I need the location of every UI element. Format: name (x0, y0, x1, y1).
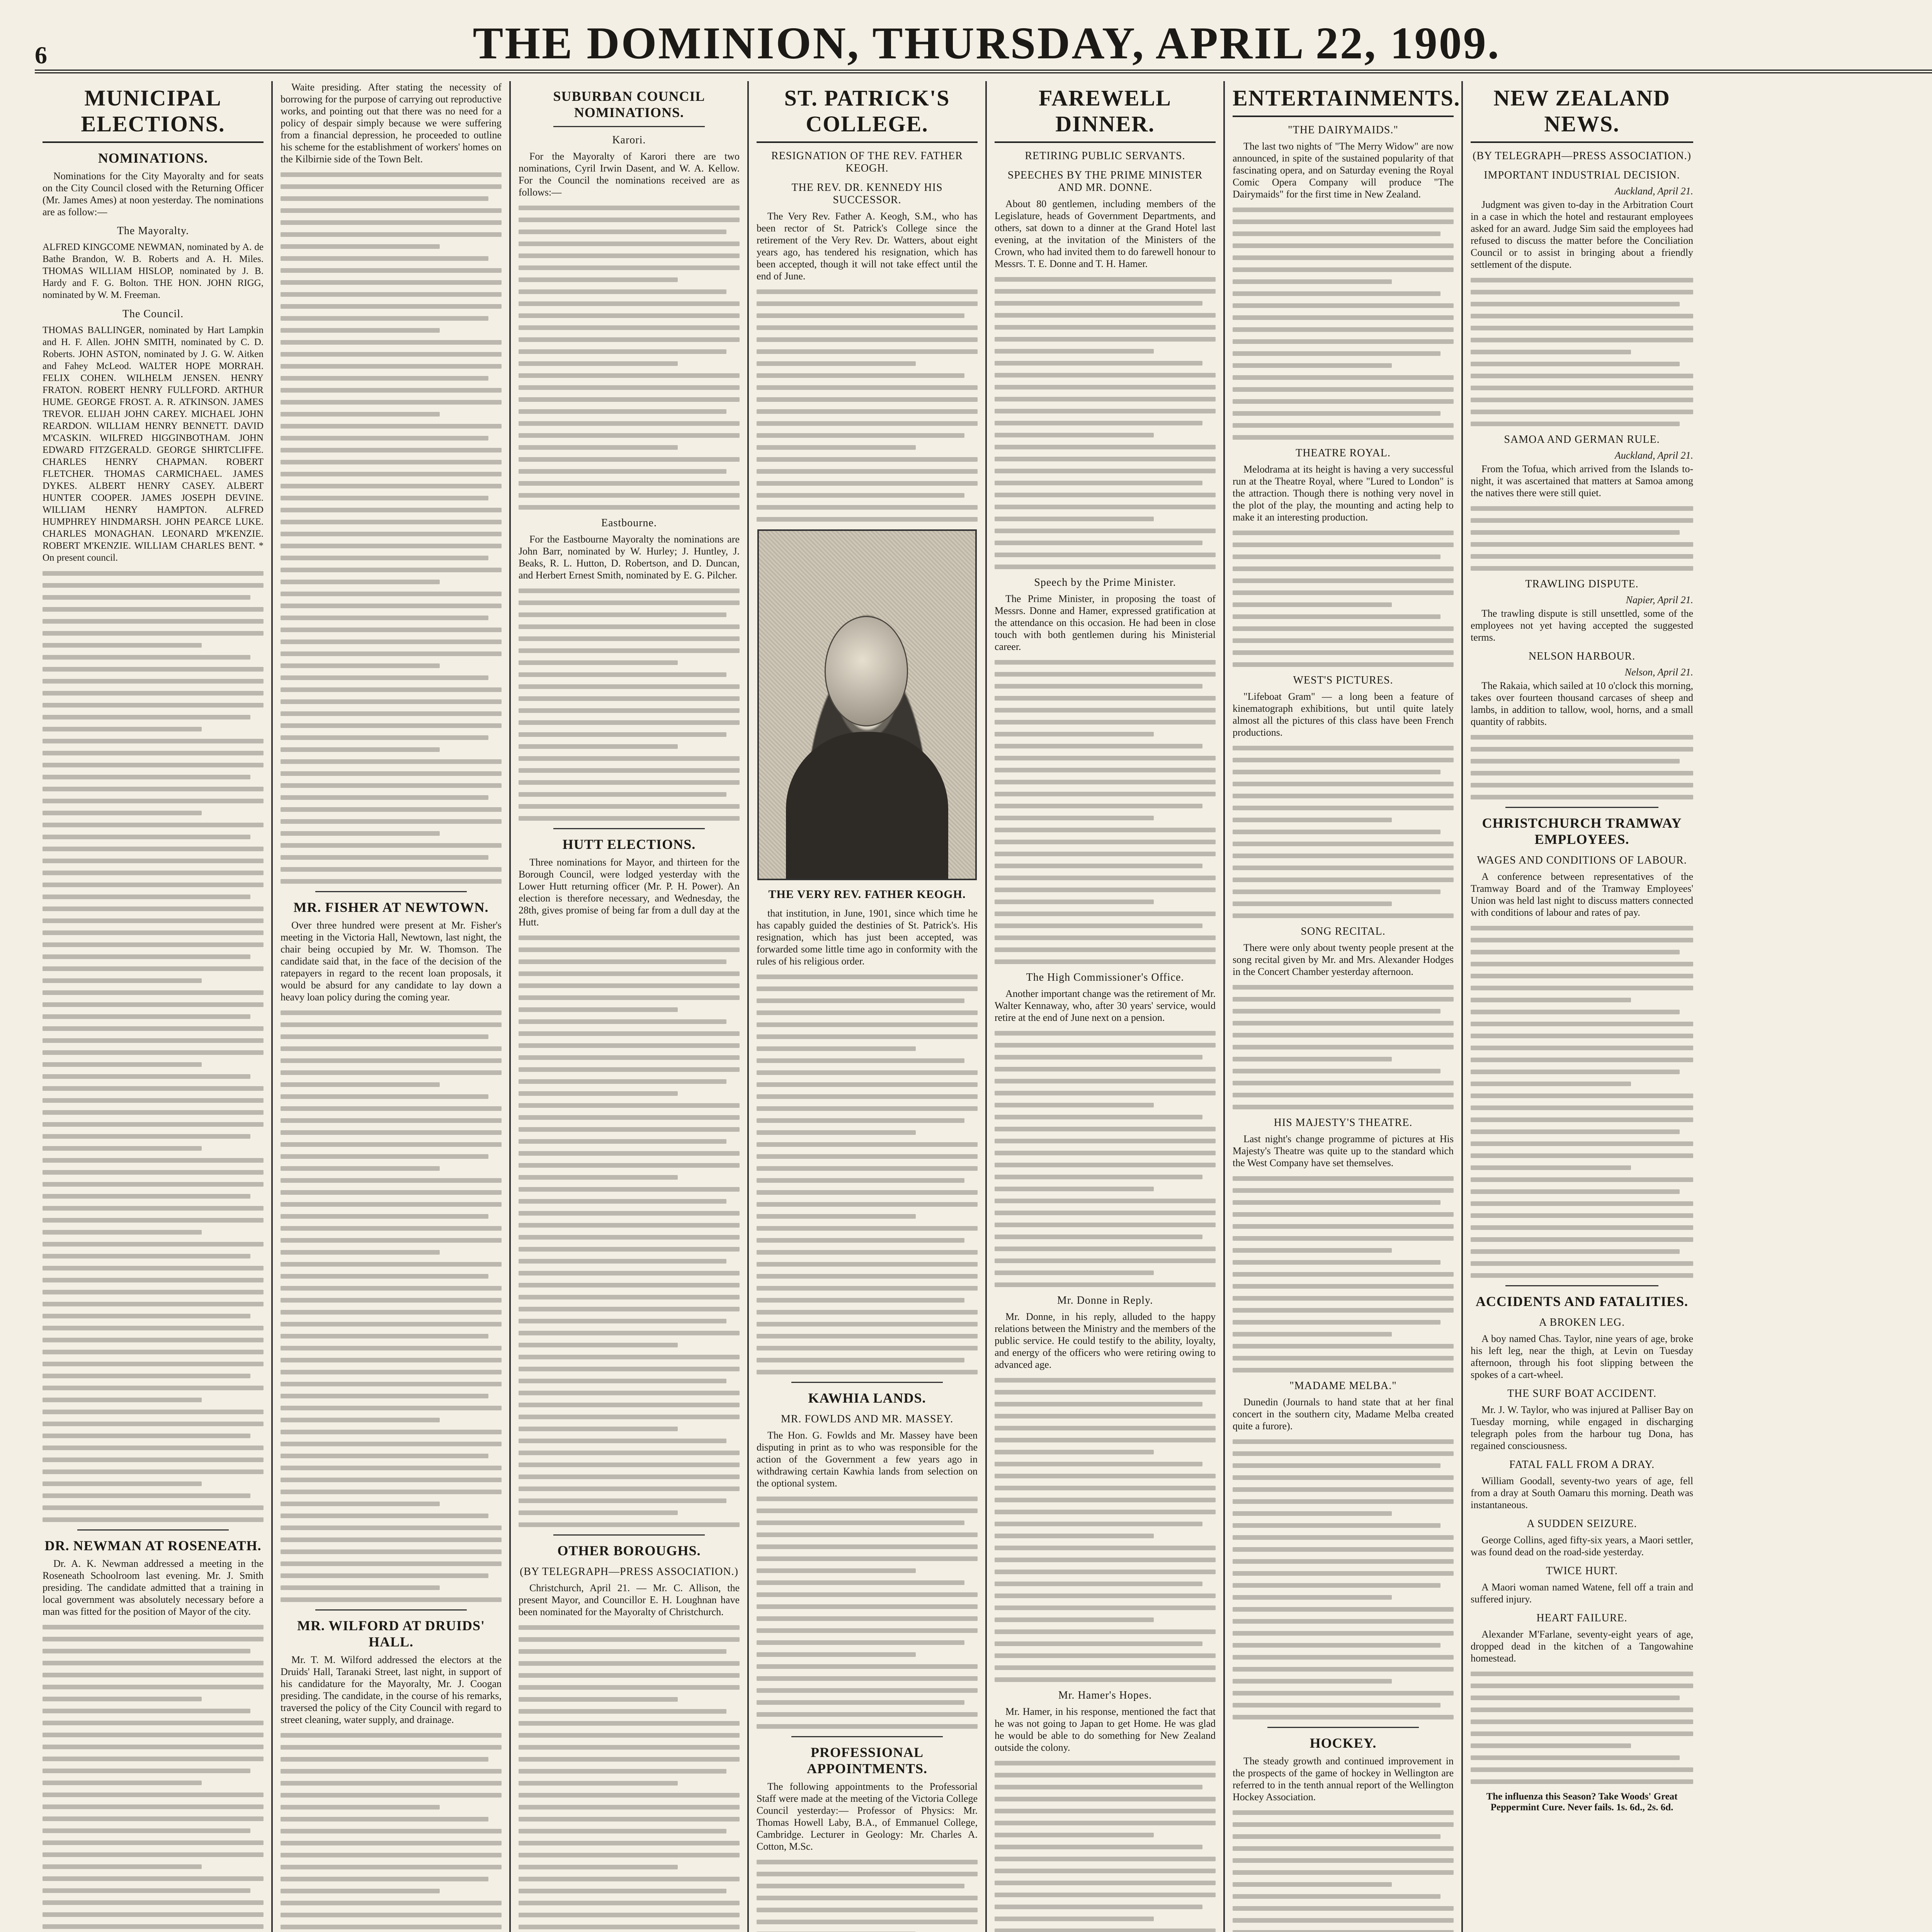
article-text: Another important change was the retirement of Mr. Walter Kennaway, who, after 30 years' service, would retire at the end of June next on a pension. (995, 988, 1216, 1023)
masthead (35, 15, 1932, 73)
sub-heading: Speech by the Prime Minister. (1034, 577, 1176, 588)
sub-heading: Mr. Donne in Reply. (1057, 1294, 1153, 1306)
text-block (519, 206, 740, 510)
dateline: Nelson, April 21. (1624, 667, 1693, 678)
sub-heading: NELSON HARBOUR. (1528, 650, 1636, 662)
divider (77, 1529, 229, 1531)
sub-heading: OTHER BOROUGHS. (557, 1543, 701, 1558)
article-text: that institution, in June, 1901, since which time he has capably guided the destinies of St. Patrick's. His resignation, which has just been accepted, was forwarded some little time ago in conformity with the rules of his religious order. (757, 908, 978, 967)
sub-heading: Mr. Hamer's Hopes. (1058, 1689, 1152, 1701)
portrait-photo (757, 529, 977, 880)
section-heading: MUNICIPAL ELECTIONS. (43, 85, 264, 143)
text-block (519, 588, 740, 821)
article-text: Mr. T. M. Wilford addressed the electors at the Druids' Hall, Taranaki Street, last night, in support of his candidature for the Mayoralty, Mr. J. Coogan presiding. The candidate, in the course of his remarks, traversed the policy of the City Council with regard to street cleaning, water supply, and drainage. (281, 1654, 502, 1725)
sub-heading: (BY TELEGRAPH—PRESS ASSOCIATION.) (1473, 150, 1691, 162)
sub-heading: THEATRE ROYAL. (1296, 447, 1391, 459)
text-block (519, 935, 740, 1527)
sub-heading: HEART FAILURE. (1536, 1612, 1628, 1624)
text-block (757, 289, 978, 522)
article-text: For the Mayoralty of Karori there are two nominations, Cyril Irwin Dasent, and W. A. Kellow. For the Council the nominations received are as follows:— (519, 151, 740, 198)
sub-heading: The High Commissioner's Office. (1026, 971, 1184, 983)
column-meetings (273, 81, 511, 1932)
sub-heading: SAMOA AND GERMAN RULE. (1504, 434, 1660, 446)
article-text: Melodrama at its height is having a very successful run at the Theatre Royal, where "Lured to London" is the attraction. Though there is nothing very novel in the plot of the play, the mounting and acting help to make it an interesting production. (1233, 464, 1454, 523)
column-nz-news (1463, 81, 1701, 1932)
text-block (995, 277, 1216, 569)
advertisement-note: The influenza this Season? Take Woods' Great Peppermint Cure. Never fails. 1s. 6d., 2s. 6d. (1486, 1791, 1678, 1813)
sub-heading: The Mayoralty. (117, 225, 189, 237)
text-block (43, 571, 264, 1522)
article-text: There were only about twenty people present at the song recital given by Mr. and Mrs. Alexander Hodges in the Concert Chamber yesterday afternoon. (1233, 942, 1454, 977)
sub-heading: WEST'S PICTURES. (1293, 674, 1393, 686)
divider (1505, 1285, 1658, 1286)
photo-caption: THE VERY REV. FATHER KEOGH. (768, 888, 966, 901)
article-text: THOMAS BALLINGER, nominated by Hart Lampkin and H. F. Allen. JOHN SMITH, nominated by C. D. Roberts. JOHN ASTON, nominated by J. G. W. Aitken and Fahey McLeod. WALTER HOPE MORRAH. FELIX COHEN. WILHELM JENSEN. HENRY FRATON. ROBERT HENRY FULLFORD. ARTHUR HUME. GEORGE FROST. A. R. ATKINSON. JAMES TREVOR. ELIJAH JOHN CAREY. MICHAEL JOHN REARDON. WILLIAM HENRY BENNETT. DAVID M'CASKIN. WILFRED HIGGINBOTHAM. JOHN EDWARD FITZGERALD. GEORGE SHIRTCLIFFE. CHARLES HENRY CHAPMAN. ROBERT FLETCHER. THOMAS CARMICHAEL. JAMES DYKES. ALBERT HENRY CASEY. ALBERT HUNTER COOPER. JAMES JOSEPH DEVINE. WILLIAM HENRY HAMPTON. ALFRED HUMPHREY HINDMARSH. JOHN PEARCE LUKE. CHARLES MONAGHAN. LEONARD M'KENZIE. ROBERT M'KENZIE. WILLIAM CHARLES BENT. * On present council. (43, 325, 264, 563)
article-text: Mr. Donne, in his reply, alluded to the happy relations between the Ministry and the members of the public service. He could testify to the ability, loyalty, and energy of the officers who were retiring owing to advanced age. (995, 1311, 1216, 1370)
divider (1505, 807, 1658, 808)
article-text: The Hon. G. Fowlds and Mr. Massey have been disputing in print as to who was responsible for the action of the Government a few years ago in withdrawing certain Kawhia lands from selection on the optional system. (757, 1430, 978, 1489)
sub-heading: SPEECHES BY THE PRIME MINISTER AND MR. DONNE. (1007, 169, 1203, 194)
sub-heading: SUBURBAN COUNCIL NOMINATIONS. (553, 88, 705, 120)
sub-heading: HIS MAJESTY'S THEATRE. (1274, 1117, 1413, 1129)
text-block (1233, 1176, 1454, 1372)
sub-heading: Eastbourne. (601, 517, 657, 529)
sub-heading: RETIRING PUBLIC SERVANTS. (1025, 150, 1185, 162)
newspaper-title: THE DOMINION, THURSDAY, APRIL 22, 1909. (473, 18, 1501, 68)
text-block (281, 172, 502, 884)
text-block (1233, 1439, 1454, 1719)
page-number: 6 (35, 41, 47, 69)
dateline: Auckland, April 21. (1614, 450, 1693, 461)
sub-heading: KAWHIA LANDS. (808, 1390, 926, 1406)
divider (553, 828, 705, 829)
sub-heading: Karori. (612, 134, 646, 146)
section-heading: FAREWELL DINNER. (995, 85, 1216, 143)
article-text: The Very Rev. Father A. Keogh, S.M., who has been rector of St. Patrick's College since the retirement of the Very Rev. Dr. Watters, about eight years ago, has tendered his resignation, which has been accepted, though it will not take effect until the end of June. (757, 211, 978, 282)
article-text: "Lifeboat Gram" — a long been a feature of kinematograph exhibitions, but until quite lately almost all the pictures of this class have been French productions. (1233, 691, 1454, 738)
article-text: Christchurch, April 21. — Mr. C. Allison, the present Mayor, and Councillor E. H. Loughnan have been nominated for the Mayoralty of Christchurch. (519, 1582, 740, 1617)
sub-heading: CHRISTCHURCH TRAMWAY EMPLOYEES. (1482, 815, 1682, 847)
article-text: Nominations for the City Mayoralty and for seats on the City Council closed with the Returning Officer (Mr. James Ames) at noon yesterday. The nominations are as follow:— (43, 170, 264, 218)
divider (553, 1534, 705, 1536)
article-text: Waite presiding. After stating the necessity of borrowing for the purpose of carrying out reproductive works, and pointing out that there was no need for a policy of despair simply because we were suffering from a financial depression, he proceeded to outline his scheme for the establishment of workers' homes on the Kilbirnie side of the Town Belt. (281, 82, 502, 165)
column-entertainments (1225, 81, 1463, 1932)
article-text: The last two nights of "The Merry Widow" are now announced, in spite of the sustained popularity of that fascinating opera, and on Saturday evening the Royal Comic Opera Company will produce "The Dairymaids" for the first time in New Zealand. (1233, 141, 1454, 200)
text-block (1233, 531, 1454, 667)
article-text: About 80 gentlemen, including members of the Legislature, heads of Government Departments, and others, sat down to a dinner at the Grand Hotel last evening, at the invitation of the Ministers of the Crown, who had invited them to do farewell honour to Messrs. T. E. Donne and T. H. Hamer. (995, 198, 1216, 269)
sub-heading: WAGES AND CONDITIONS OF LABOUR. (1477, 854, 1687, 866)
sub-heading: SONG RECITAL. (1301, 925, 1386, 937)
text-block (995, 1378, 1216, 1682)
sub-heading: PROFESSIONAL APPOINTMENTS. (806, 1745, 928, 1776)
article-text: Last night's change programme of pictures at His Majesty's Theatre was quite up to the standard which the West Company have set themselves. (1233, 1133, 1454, 1168)
article-text: ALFRED KINGCOME NEWMAN, nominated by A. de Bathe Brandon, W. B. Roberts and A. H. Miles. THOMAS WILLIAM HISLOP, nominated by J. B. Hardy and F. G. Bolton. THE HON. JOHN RIGG, nominated by W. M. Freeman. (43, 242, 264, 300)
sub-heading: TRAWLING DISPUTE. (1525, 578, 1639, 590)
article-text: The Rakaia, which sailed at 10 o'clock this morning, takes over fourteen thousand carcases of sheep and lambs, in addition to tallow, wool, horns, and a small quantity of rabbits. (1471, 680, 1693, 727)
divider (553, 126, 705, 127)
section-heading: ENTERTAINMENTS. (1233, 85, 1454, 117)
text-block (995, 660, 1216, 964)
text-block (43, 1625, 264, 1932)
sub-heading: RESIGNATION OF THE REV. FATHER KEOGH. (771, 150, 963, 174)
dateline: Napier, April 21. (1626, 594, 1693, 605)
column-suburban-nominations (511, 81, 749, 1932)
text-block (1471, 278, 1693, 426)
text-block (757, 975, 978, 1374)
text-block (757, 1860, 978, 1932)
column-st-patricks (749, 81, 987, 1932)
article-text: From the Tofua, which arrived from the Islands to-night, it was ascertained that matters at Samoa among the natives there were still quiet. (1471, 463, 1693, 498)
text-block (995, 1031, 1216, 1287)
sub-heading: The Council. (122, 308, 184, 320)
text-block (995, 1761, 1216, 1932)
text-block (519, 1625, 740, 1932)
divider (1267, 1727, 1419, 1728)
text-block (1233, 746, 1454, 918)
article-text: Dunedin (Journals to hand state that at her final concert in the southern city, Madame Melba created quite a furore). (1233, 1396, 1454, 1432)
article-text: A boy named Chas. Taylor, nine years of age, broke his left leg, near the thigh, at Levin on Tuesday afternoon, through his foot slipping between the spokes of a cart-wheel. (1471, 1333, 1693, 1380)
article-text: A conference between representatives of the Tramway Board and of the Tramway Employees' Union was held last night to discuss matters connected with conditions of labour and rates of pay. (1471, 871, 1693, 918)
text-block (1233, 1810, 1454, 1932)
article-text: The trawling dispute is still unsettled, some of the employees not yet having accepted the suggested terms. (1471, 608, 1693, 643)
article-text: George Collins, aged fifty-six years, a Maori settler, was found dead on the road-side yesterday. (1471, 1534, 1693, 1558)
article-text: The Prime Minister, in proposing the toast of Messrs. Donne and Hamer, expressed gratification at the attendance on this occasion. He had been in close touch with both gentlemen during his Ministerial career. (995, 593, 1216, 652)
sub-heading: THE REV. DR. KENNEDY HIS SUCCESSOR. (791, 182, 943, 206)
text-block (1471, 1672, 1693, 1784)
article-text: Alexander M'Farlane, seventy-eight years of age, dropped dead in the kitchen of a Tangowahine homestead. (1471, 1629, 1693, 1664)
text-block (1471, 506, 1693, 571)
sub-heading: IMPORTANT INDUSTRIAL DECISION. (1484, 169, 1680, 181)
portrait-body (786, 732, 948, 879)
portrait-face (825, 616, 908, 726)
sub-heading: "MADAME MELBA." (1289, 1380, 1397, 1392)
sub-heading: HOCKEY. (1310, 1735, 1377, 1751)
section-heading: NEW ZEALAND NEWS. (1471, 85, 1693, 143)
article-text: Mr. J. W. Taylor, who was injured at Palliser Bay on Tuesday morning, while engaged in discharging telegraph poles from the harbour tug Dona, has regained consciousness. (1471, 1404, 1693, 1451)
text-block (1233, 207, 1454, 440)
article-text: Dr. A. K. Newman addressed a meeting in the Roseneath Schoolroom last evening. Mr. J. Smith presiding. The candidate admitted that a training in local government was absolutely necessary before a man was fitted for the position of Mayor of the city. (43, 1558, 264, 1617)
divider (315, 1609, 467, 1611)
article-text: The steady growth and continued improvement in the prospects of the game of hockey in Wellington are referred to in the tenth annual report of the Wellington Hockey Association. (1233, 1755, 1454, 1803)
sub-heading: NOMINATIONS. (98, 150, 208, 166)
article-text: The following appointments to the Professorial Staff were made at the meeting of the Victoria College Council yesterday:— Professor of Physics: Mr. Thomas Howell Laby, B.A., of Emmanuel College, Cambridge. Lecturer in Geology: Mr. Charles A. Cotton, M.Sc. (757, 1781, 978, 1852)
article-text: Mr. Hamer, in his response, mentioned the fact that he was not going to Japan to get Home. He was glad he would be able to do something for New Zealand outside the colony. (995, 1706, 1216, 1753)
columns (35, 81, 1932, 1932)
sub-heading: THE SURF BOAT ACCIDENT. (1507, 1388, 1656, 1400)
dateline: Auckland, April 21. (1614, 185, 1693, 197)
column-farewell-dinner (987, 81, 1225, 1932)
sub-heading: FATAL FALL FROM A DRAY. (1509, 1459, 1655, 1471)
text-block (757, 1497, 978, 1729)
text-block (1471, 735, 1693, 799)
article-text: For the Eastbourne Mayoralty the nominations are John Barr, nominated by W. Hurley; J. Huntley, J. Beaks, R. L. Hutton, D. Robertson, and D. Duncan, and Herbert Ernest Smith, nominated by E. G. Pilcher. (519, 534, 740, 581)
sub-heading: MR. FISHER AT NEWTOWN. (293, 900, 489, 915)
article-text: Three nominations for Mayor, and thirteen for the Borough Council, were lodged yesterday with the Lower Hutt returning officer (Mr. P. H. Power). An election is therefore necessary, and Wednesday, the 28th, gives promise of being far from a dull day at the Hutt. (519, 857, 740, 928)
text-block (1471, 926, 1693, 1278)
sub-heading: MR. WILFORD AT DRUIDS' HALL. (297, 1618, 485, 1650)
article-text: Judgment was given to-day in the Arbitration Court in a case in which the hotel and restaurant employees asked for an award. Judge Sim said the employees had refused to discuss the matter before the Conciliation Council or to assist in bringing about a friendly settlement of the dispute. (1471, 199, 1693, 270)
divider (315, 891, 467, 892)
divider (791, 1382, 943, 1383)
sub-heading: A BROKEN LEG. (1539, 1316, 1625, 1328)
text-block (1233, 985, 1454, 1109)
sub-heading: ACCIDENTS AND FATALITIES. (1475, 1294, 1689, 1309)
article-text: A Maori woman named Watene, fell off a train and suffered injury. (1471, 1582, 1693, 1605)
sub-heading: (BY TELEGRAPH—PRESS ASSOCIATION.) (520, 1566, 738, 1578)
sub-heading: "THE DAIRYMAIDS." (1288, 124, 1398, 136)
article-text: Over three hundred were present at Mr. Fisher's meeting in the Victoria Hall, Newtown, last night, the chair being occupied by Mr. W. Thomson. The candidate said that, in the face of the decision of the ratepayers in regard to the recent loan proposals, it would be absurd for any candidate to lay down a heavy loan policy during the coming year. (281, 920, 502, 1003)
section-heading: ST. PATRICK'S COLLEGE. (757, 85, 978, 143)
sub-heading: DR. NEWMAN AT ROSENEATH. (44, 1538, 262, 1553)
sub-heading: A SUDDEN SEIZURE. (1527, 1518, 1637, 1530)
column-municipal-elections (35, 81, 273, 1932)
divider (791, 1736, 943, 1737)
text-block (281, 1010, 502, 1602)
text-block (281, 1733, 502, 1932)
sub-heading: TWICE HURT. (1546, 1565, 1618, 1577)
sub-heading: HUTT ELECTIONS. (562, 837, 696, 852)
article-text: William Goodall, seventy-two years of age, fell from a dray at South Oamaru this morning. Death was instantaneous. (1471, 1475, 1693, 1510)
sub-heading: MR. FOWLDS AND MR. MASSEY. (781, 1413, 954, 1425)
